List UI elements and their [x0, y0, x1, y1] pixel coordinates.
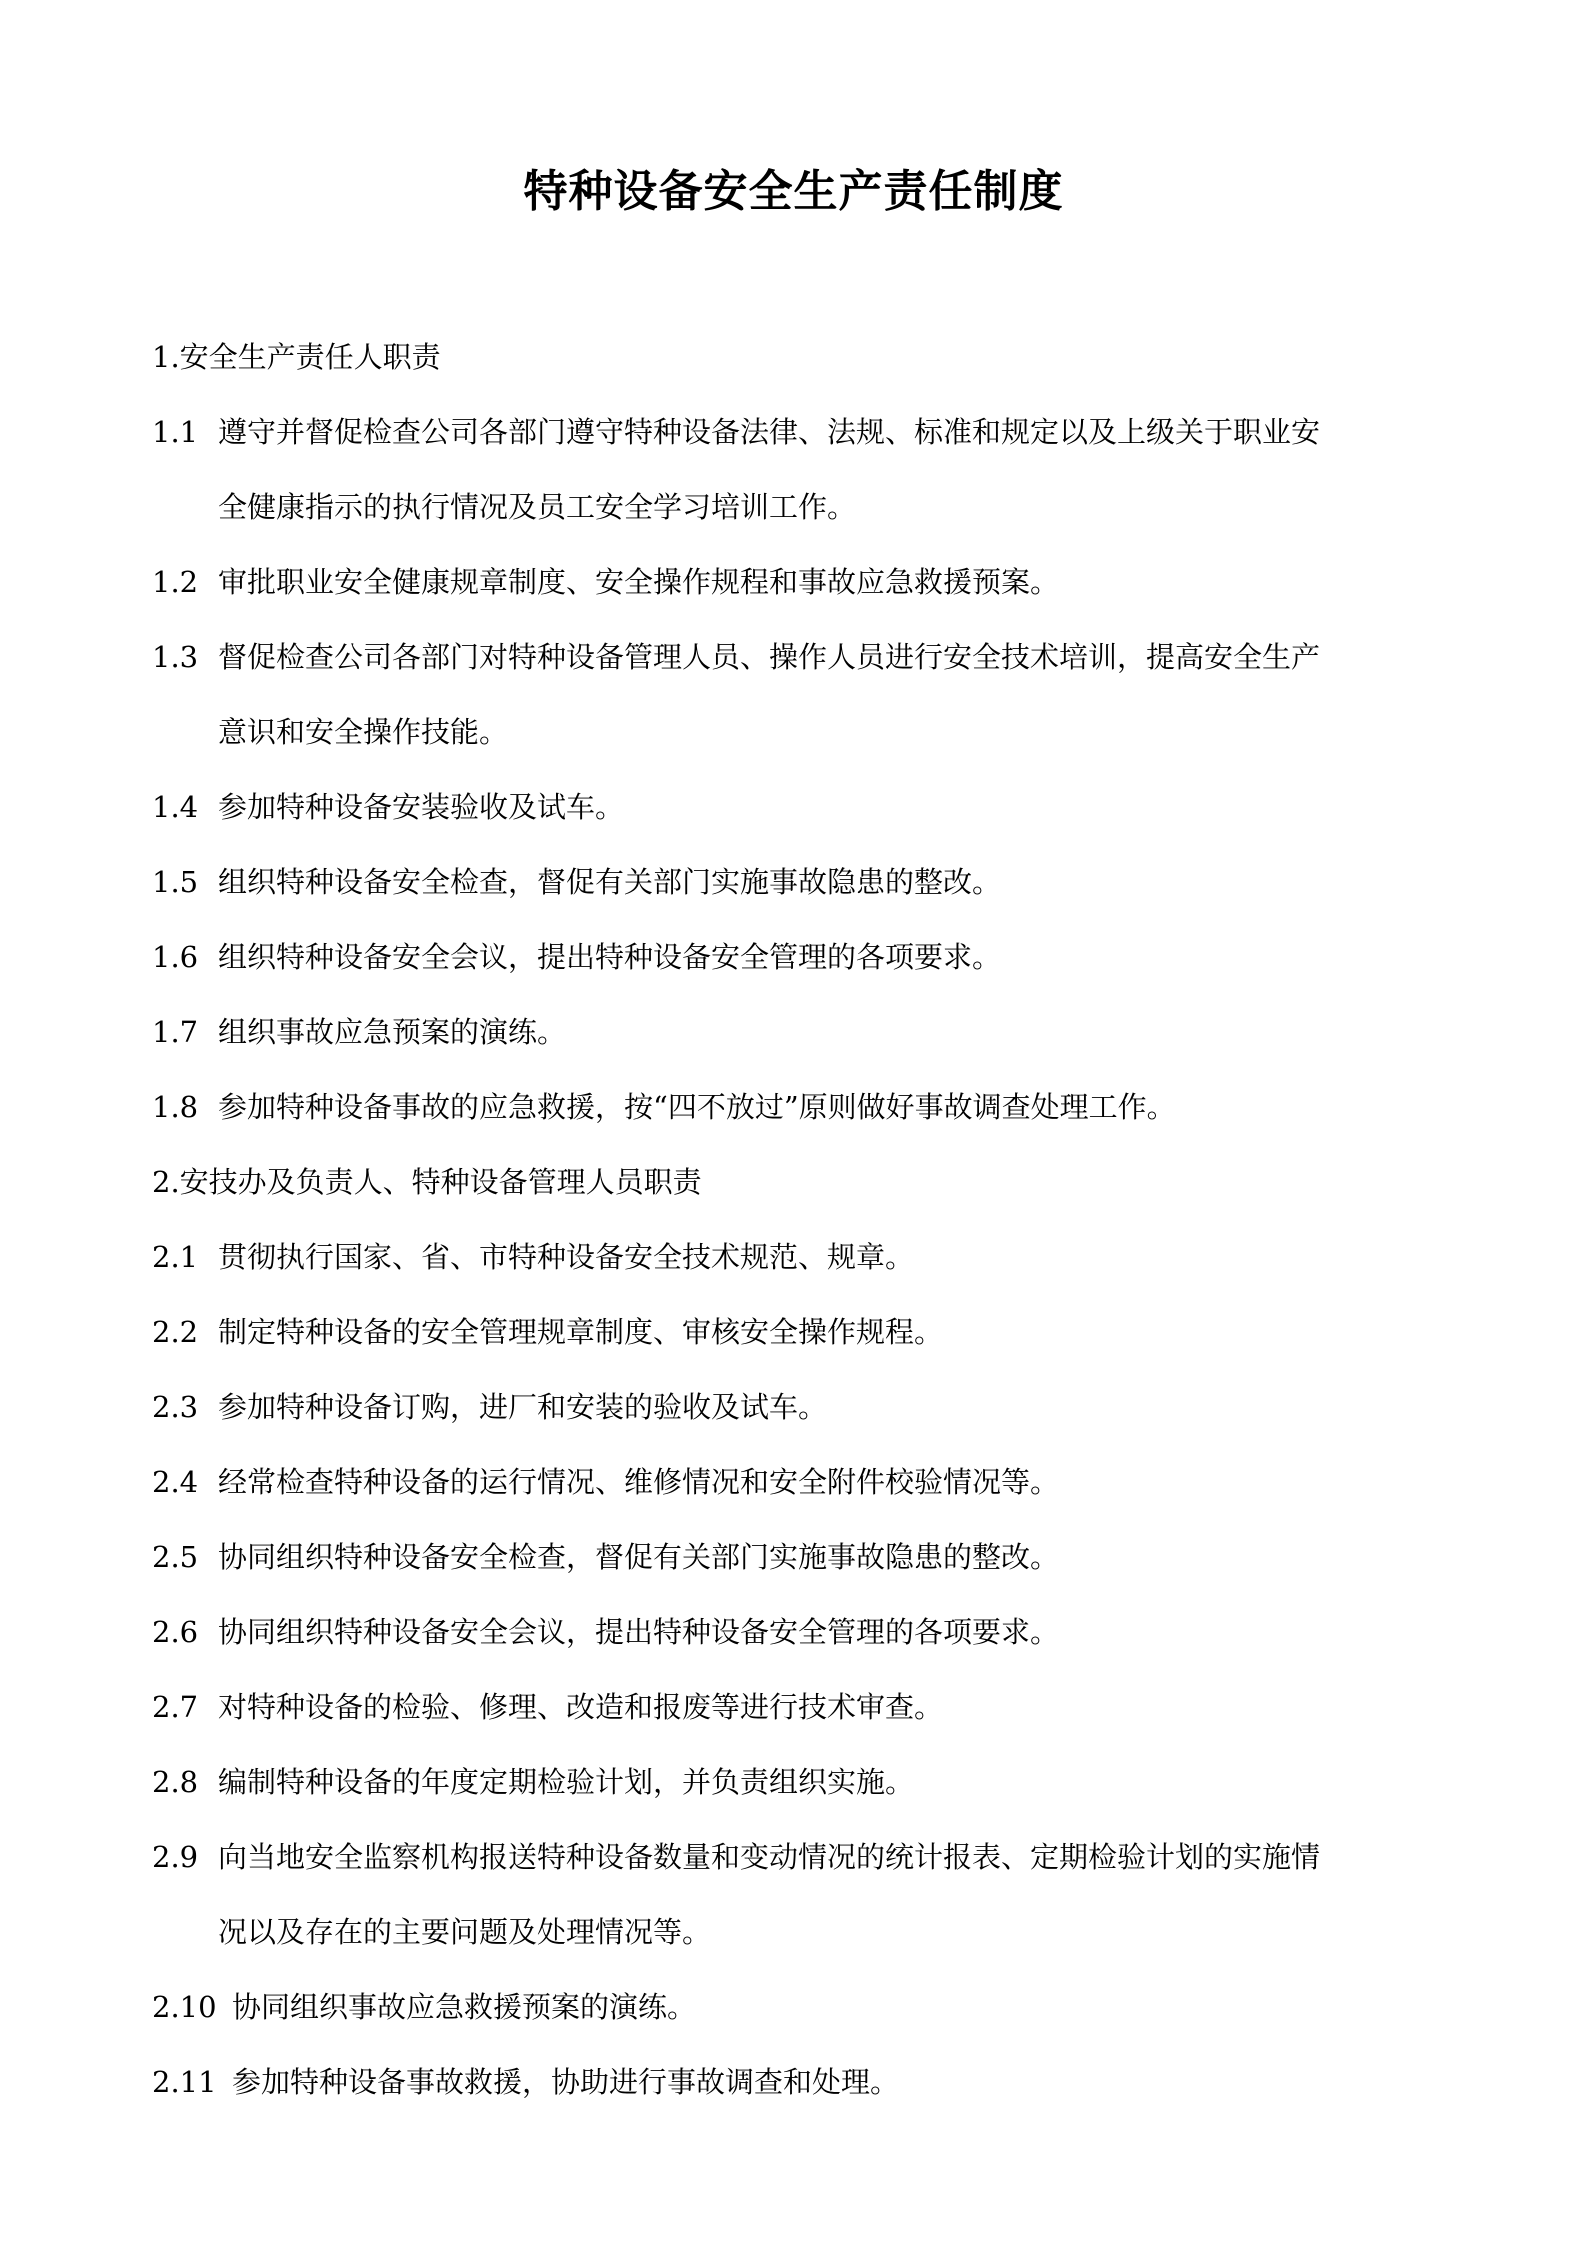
- clause-number: 1.5: [152, 865, 199, 899]
- clause-text: [152, 1745, 1452, 1820]
- clause-number: 1.1: [152, 415, 199, 449]
- clause-text: [152, 395, 1452, 545]
- clause-list: [152, 320, 1452, 2120]
- clause-number: 2.11: [152, 2065, 217, 2099]
- clause-text: [152, 845, 1452, 920]
- clause-text: [152, 620, 1452, 770]
- clause-number: 2.2: [152, 1315, 199, 1349]
- clause-item: [152, 1220, 1452, 1295]
- clause-item: [152, 1070, 1452, 1145]
- clause-line: 经常检查特种设备的运行情况、维修情况和安全附件校验情况等。: [218, 1465, 1060, 1499]
- clause-line: 2.安技办及负责人、特种设备管理人员职责: [152, 1165, 702, 1199]
- clause-line: 况以及存在的主要问题及处理情况等。: [218, 1915, 712, 1949]
- clause-number: 1.2: [152, 565, 199, 599]
- clause-text: [152, 1445, 1452, 1520]
- clause-item: [152, 1595, 1452, 1670]
- clause-line: 审批职业安全健康规章制度、安全操作规程和事故应急救援预案。: [218, 565, 1060, 599]
- clause-number: 2.5: [152, 1540, 199, 1574]
- clause-item: [152, 395, 1452, 545]
- clause-text: [152, 1595, 1452, 1670]
- clause-text: [152, 1670, 1452, 1745]
- clause-line: 参加特种设备订购，进厂和安装的验收及试车。: [218, 1390, 828, 1424]
- clause-line: 组织事故应急预案的演练。: [218, 1015, 567, 1049]
- clause-number: 2.10: [152, 1990, 217, 2024]
- clause-text: [152, 1820, 1452, 1970]
- clause-item: [152, 1295, 1452, 1370]
- clause-line: 全健康指示的执行情况及员工安全学习培训工作。: [218, 490, 857, 524]
- clause-line: 督促检查公司各部门对特种设备管理人员、操作人员进行安全技术培训，提高安全生产: [218, 640, 1321, 674]
- clause-line: 组织特种设备安全检查，督促有关部门实施事故隐患的整改。: [218, 865, 1002, 899]
- clause-number: 1.3: [152, 640, 199, 674]
- clause-item: [152, 1445, 1452, 1520]
- clause-text: [152, 2045, 1452, 2120]
- clause-text: [152, 545, 1452, 620]
- clause-text: [152, 770, 1452, 845]
- clause-line: 向当地安全监察机构报送特种设备数量和变动情况的统计报表、定期检验计划的实施情: [218, 1840, 1321, 1874]
- clause-item: [152, 770, 1452, 845]
- clause-number: 2.1: [152, 1240, 199, 1274]
- clause-line: 贯彻执行国家、省、市特种设备安全技术规范、规章。: [218, 1240, 915, 1274]
- clause-line: 组织特种设备安全会议，提出特种设备安全管理的各项要求。: [218, 940, 1002, 974]
- clause-number: 2.9: [152, 1840, 199, 1874]
- clause-line: 参加特种设备安装验收及试车。: [218, 790, 625, 824]
- clause-item: [152, 845, 1452, 920]
- clause-item: [152, 920, 1452, 995]
- clause-text: [152, 1970, 1452, 2045]
- clause-item: [152, 1745, 1452, 1820]
- document-title: 特种设备安全生产责任制度: [523, 166, 1064, 217]
- clause-line: 协同组织特种设备安全检查，督促有关部门实施事故隐患的整改。: [218, 1540, 1060, 1574]
- clause-item: [152, 545, 1452, 620]
- clause-line: 编制特种设备的年度定期检验计划，并负责组织实施。: [218, 1765, 915, 1799]
- clause-item: [152, 995, 1452, 1070]
- clause-text: [152, 995, 1452, 1070]
- clause-number: 2.7: [152, 1690, 199, 1724]
- clause-text: [152, 1070, 1452, 1145]
- clause-item: [152, 620, 1452, 770]
- clause-item: [152, 1820, 1452, 1970]
- clause-line: 参加特种设备事故的应急救援，按“四不放过”原则做好事故调查处理工作。: [218, 1090, 1176, 1124]
- clause-text: [152, 1370, 1452, 1445]
- clause-number: 1.7: [152, 1015, 199, 1049]
- clause-text: [152, 1220, 1452, 1295]
- clause-item: [152, 1670, 1452, 1745]
- clause-item: [152, 1520, 1452, 1595]
- section-heading-text: [152, 1145, 1452, 1220]
- clause-text: [152, 1520, 1452, 1595]
- clause-line: 遵守并督促检查公司各部门遵守特种设备法律、法规、标准和规定以及上级关于职业安: [218, 415, 1321, 449]
- clause-number: 1.4: [152, 790, 199, 824]
- clause-line: 对特种设备的检验、修理、改造和报废等进行技术审查。: [218, 1690, 944, 1724]
- clause-number: 2.6: [152, 1615, 199, 1649]
- clause-number: 1.8: [152, 1090, 199, 1124]
- section-heading: [152, 320, 1452, 395]
- clause-line: 1.安全生产责任人职责: [152, 340, 441, 374]
- clause-line: 协同组织特种设备安全会议，提出特种设备安全管理的各项要求。: [218, 1615, 1060, 1649]
- clause-line: 协同组织事故应急救援预案的演练。: [232, 1990, 697, 2024]
- clause-item: [152, 1370, 1452, 1445]
- clause-text: [152, 1295, 1452, 1370]
- clause-number: 2.3: [152, 1390, 199, 1424]
- clause-number: 2.4: [152, 1465, 199, 1499]
- section-heading: [152, 1145, 1452, 1220]
- clause-line: 制定特种设备的安全管理规章制度、审核安全操作规程。: [218, 1315, 944, 1349]
- clause-number: 1.6: [152, 940, 199, 974]
- clause-number: 2.8: [152, 1765, 199, 1799]
- clause-item: [152, 2045, 1452, 2120]
- clause-item: [152, 1970, 1452, 2045]
- clause-line: 参加特种设备事故救援，协助进行事故调查和处理。: [232, 2065, 900, 2099]
- section-heading-text: [152, 320, 1452, 395]
- clause-text: [152, 920, 1452, 995]
- clause-line: 意识和安全操作技能。: [218, 715, 509, 749]
